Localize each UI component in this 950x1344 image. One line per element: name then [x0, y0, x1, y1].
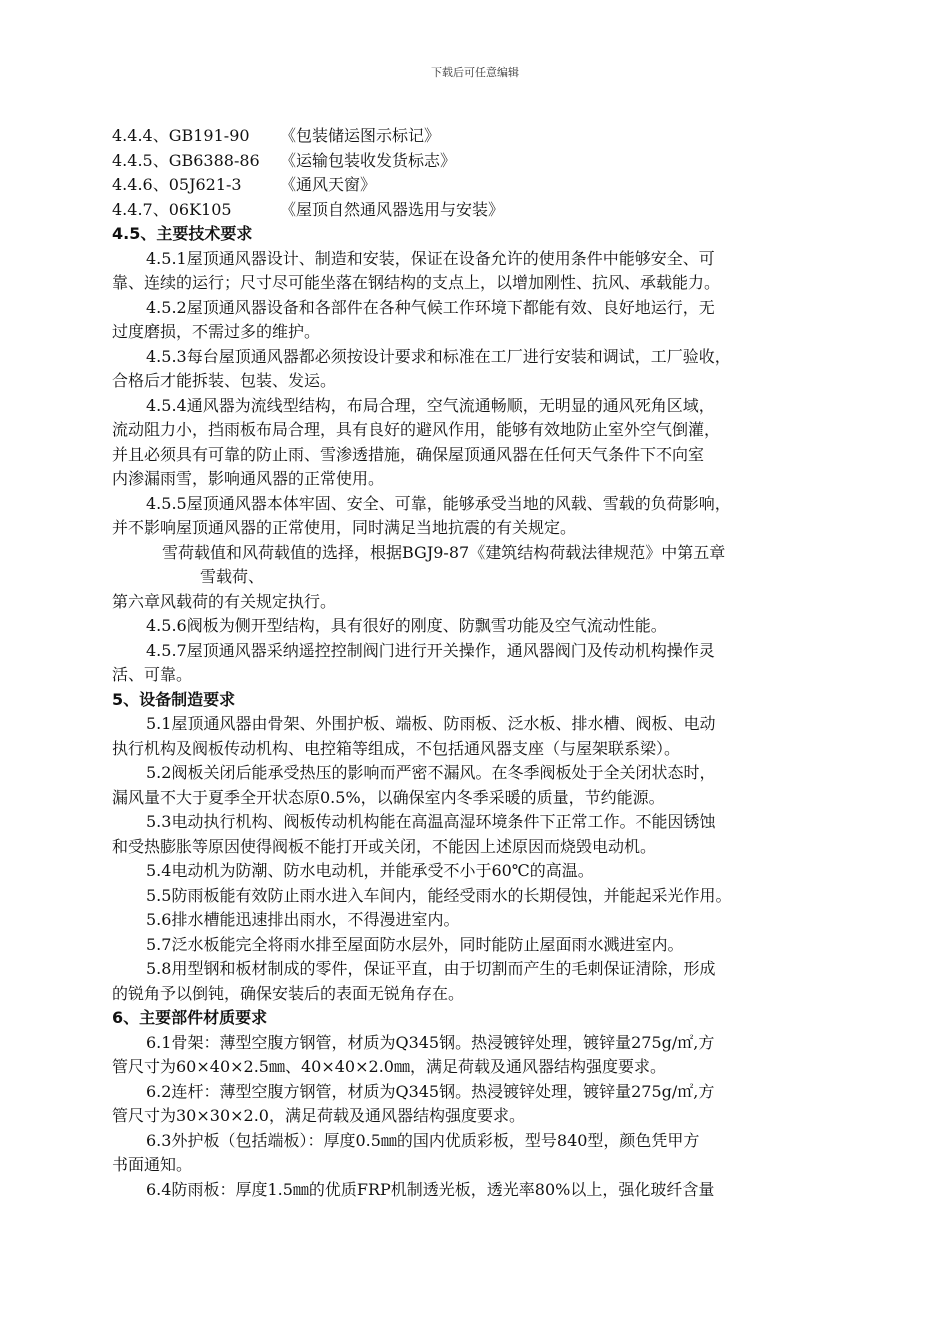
paragraph-6-3-cont: 书面通知。 [112, 1155, 193, 1174]
reference-code: 4.4.4、GB191-90 [112, 126, 250, 145]
paragraph-6-1-cont: 管尺寸为60×40×2.5㎜、40×40×2.0㎜，满足荷载及通风器结构强度要求。 [112, 1057, 666, 1076]
paragraph-5-8: 5.8用型钢和板材制成的零件，保证平直，由于切割而产生的毛刺保证清除，形成 [146, 959, 716, 978]
reference-code: 4.4.6、05J621-3 [112, 175, 242, 194]
paragraph-4-5-1: 4.5.1屋顶通风器设计、制造和安装，保证在设备允许的使用条件中能够安全、可 [146, 248, 715, 268]
reference-code: 4.4.5、GB6388-86 [112, 150, 260, 170]
reference-item [112, 124, 844, 149]
paragraph-6-3: 6.3外护板（包括端板）：厚度0.5㎜的国内优质彩板，型号840型，颜色凭甲方 [146, 1130, 700, 1150]
reference-item [112, 173, 844, 198]
paragraph-6-1: 6.1骨架：薄型空腹方钢管，材质为Q345钢。热浸镀锌处理，镀锌量275g/㎡,方 [146, 1032, 715, 1052]
paragraph-5-7: 5.7泛水板能完全将雨水排至屋面防水层外，同时能防止屋面雨水溅进室内。 [146, 934, 684, 954]
section-heading-5: 5、设备制造要求 [112, 689, 236, 709]
document-body [112, 124, 844, 1202]
paragraph-5-1-cont: 执行机构及阀板传动机构、电控箱等组成，不包括通风器支座（与屋架联系梁）。 [112, 738, 681, 758]
paragraph-5-2: 5.2阀板关闭后能承受热压的影响而严密不漏风。在冬季阀板处于全关闭状态时， [146, 763, 716, 782]
paragraph-5-3-cont: 和受热膨胀等原因使得阀板不能打开或关闭，不能因上述原因而烧毁电动机。 [112, 836, 657, 856]
page-header: 下载后可任意编辑 [431, 66, 519, 79]
paragraph-6-2: 6.2连杆：薄型空腹方钢管，材质为Q345钢。热浸镀锌处理，镀锌量275g/㎡,方 [146, 1081, 715, 1101]
paragraph-6-4: 6.4防雨板：厚度1.5㎜的优质FRP机制透光板，透光率80%以上，强化玻纤含量 [146, 1179, 715, 1199]
paragraph-6-2-cont: 管尺寸为30×30×2.0，满足荷载及通风器结构强度要求。 [112, 1106, 525, 1125]
paragraph-4-5-6: 4.5.6阀板为侧开型结构，具有很好的刚度、防飘雪功能及空气流动性能。 [146, 616, 667, 635]
paragraph-4-5-7: 4.5.7屋顶通风器采纳遥控控制阀门进行开关操作，通风器阀门及传动机构操作灵 [146, 640, 715, 660]
paragraph-4-5-3: 4.5.3每台屋顶通风器都必须按设计要求和标准在工厂进行安装和调试，工厂验收， [146, 346, 731, 366]
paragraph-4-5-7-cont: 活、可靠。 [112, 665, 193, 684]
paragraph-4-5-5-cont: 并不影响屋顶通风器的正常使用，同时满足当地抗震的有关规定。 [112, 518, 577, 537]
reference-title: 《通风天窗》 [280, 175, 377, 194]
paragraph-snow-load-cont: 第六章风载荷的有关规定执行。 [112, 591, 337, 611]
paragraph-snow-load: 雪荷载值和风荷载值的选择，根据BGJ9-87《建筑结构荷载法律规范》中第五章 [162, 542, 726, 562]
paragraph-5-4: 5.4电动机为防潮、防水电动机，并能承受不小于60℃的高温。 [146, 861, 594, 880]
reference-title: 《包装储运图示标记》 [280, 126, 441, 145]
section-heading-6: 6、主要部件材质要求 [112, 1008, 268, 1027]
paragraph-5-6: 5.6排水槽能迅速排出雨水，不得漫进室内。 [146, 910, 460, 929]
paragraph-4-5-5: 4.5.5屋顶通风器本体牢固、安全、可靠，能够承受当地的风载、雪载的负荷影响， [146, 493, 731, 513]
paragraph-5-2-cont: 漏风量不大于夏季全开状态原0.5%，以确保室内冬季采暖的质量，节约能源。 [112, 787, 665, 807]
paragraph-4-5-1-cont: 靠、连续的运行；尺寸尽可能坐落在钢结构的支点上，以增加刚性、抗风、承载能力。 [112, 273, 721, 292]
paragraph-5-8-cont: 的锐角予以倒钝，确保安装后的表面无锐角存在。 [112, 983, 465, 1003]
paragraph-4-5-4: 4.5.4通风器为流线型结构，布局合理，空气流通畅顺，无明显的通风死角区域， [146, 395, 715, 415]
reference-title: 《运输包装收发货标志》 [280, 150, 457, 170]
reference-code: 4.4.7、06K105 [112, 199, 232, 219]
paragraph-5-3: 5.3电动执行机构、阀板传动机构能在高温高湿环境条件下正常工作。不能因锈蚀 [146, 812, 716, 831]
paragraph-5-5: 5.5防雨板能有效防止雨水进入车间内，能经受雨水的长期侵蚀，并能起采光作用。 [146, 885, 732, 905]
section-heading-4-5: 4.5、主要技术要求 [112, 224, 253, 243]
paragraph-4-5-4-cont: 流动阻力小，挡雨板布局合理，具有良好的避风作用，能够有效地防止室外空气倒灌， [112, 420, 721, 439]
reference-title: 《屋顶自然通风器选用与安装》 [280, 199, 505, 219]
paragraph-4-5-4-cont: 并且必须具有可靠的防止雨、雪渗透措施，确保屋顶通风器在任何天气条件下不向室 [112, 444, 705, 464]
paragraph-4-5-2-cont: 过度磨损，不需过多的维护。 [112, 322, 321, 341]
paragraph-snow-load-cont: 雪载荷、 [200, 567, 265, 586]
paragraph-4-5-3-cont: 合格后才能拆装、包装、发运。 [112, 371, 337, 390]
paragraph-4-5-4-cont: 内渗漏雨雪，影响通风器的正常使用。 [112, 469, 385, 488]
reference-item [112, 198, 844, 223]
reference-item [112, 149, 844, 174]
paragraph-4-5-2: 4.5.2屋顶通风器设备和各部件在各种气候工作环境下都能有效、良好地运行，无 [146, 297, 715, 317]
paragraph-5-1: 5.1屋顶通风器由骨架、外围护板、端板、防雨板、泛水板、排水槽、阀板、电动 [146, 714, 716, 733]
